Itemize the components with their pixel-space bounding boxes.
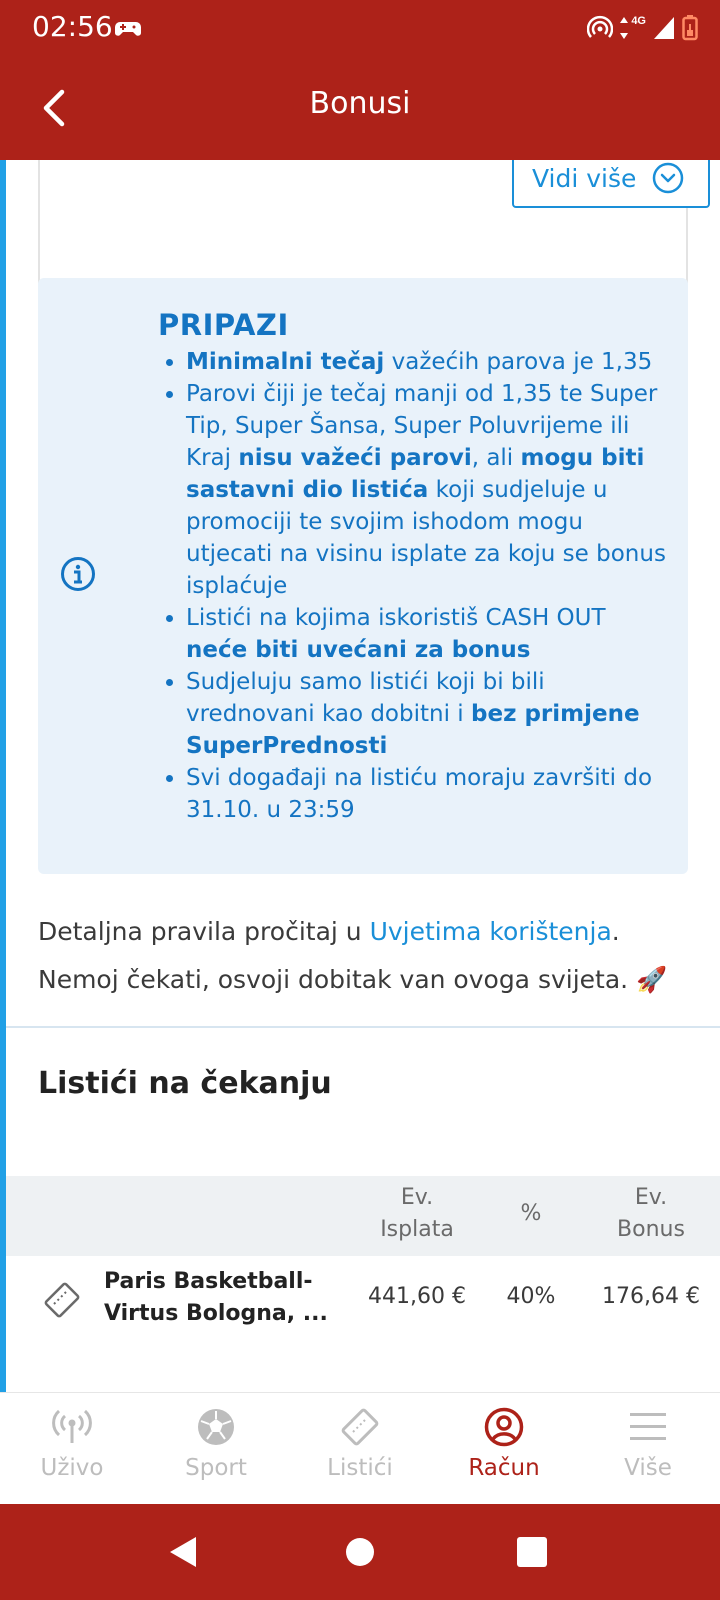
nav-item-listici[interactable] — [288, 1393, 432, 1505]
bonus-value: 176,64 € — [602, 1284, 700, 1309]
nav-label: Listići — [327, 1455, 393, 1481]
rule-item: Minimalni tečaj važećih parova je 1,35 — [158, 346, 670, 378]
app-bar — [0, 56, 720, 160]
soccer-ball-icon — [196, 1407, 236, 1447]
system-nav-bar — [0, 1504, 720, 1600]
column-header-percent: % — [520, 1201, 542, 1226]
column-header-payout: Ev. Isplata — [380, 1185, 454, 1242]
nav-label: Račun — [468, 1455, 540, 1481]
match-name: Paris Basketball- Virtus Bologna, ... — [104, 1269, 328, 1326]
info-title: PRIPAZI — [158, 308, 289, 342]
network-type: 4G — [631, 15, 646, 27]
info-icon — [60, 556, 96, 592]
system-home-icon[interactable] — [342, 1534, 378, 1570]
rules-list — [158, 346, 670, 826]
game-controller-icon — [114, 16, 142, 40]
nav-item-vise[interactable] — [576, 1393, 720, 1505]
rule-item: Sudjeluju samo listići koji bi bili vrednovani kao dobitni i bez primjene SuperPrednosti — [158, 666, 670, 762]
see-more-label: Vidi više — [532, 163, 637, 193]
see-more-button[interactable] — [512, 160, 710, 208]
page-title: Bonusi — [309, 86, 411, 121]
nav-item-sport[interactable] — [144, 1393, 288, 1505]
rule-item: Parovi čiji je tečaj manji od 1,35 te Super Tip, Super Šansa, Super Poluvrijeme ili Kraj nisu važeći parovi, ali mogu biti sastavni dio listića koji sudjeluje u promociji te svojim ishodom mogu utjecati na visinu isplate za koju se bonus isplaćuje — [158, 378, 670, 602]
percent-value: 40% — [506, 1284, 556, 1309]
nav-item-uzivo[interactable] — [0, 1393, 144, 1505]
status-bar — [0, 0, 720, 56]
rule-item: Svi događaji na listiću moraju završiti do 31.10. u 23:59 — [158, 762, 670, 826]
account-icon — [484, 1407, 524, 1447]
data-arrows-icon — [619, 15, 629, 41]
ticket-icon — [40, 1278, 84, 1322]
nav-label: Uživo — [40, 1455, 104, 1481]
system-back-icon[interactable] — [166, 1534, 202, 1570]
clock: 02:56 — [32, 10, 113, 43]
nav-label: Sport — [185, 1455, 247, 1481]
system-recents-icon[interactable] — [514, 1534, 550, 1570]
terms-link[interactable]: Uvjetima korištenja — [369, 917, 612, 946]
table-row[interactable] — [6, 1256, 720, 1346]
nav-label: Više — [624, 1455, 672, 1481]
rule-item: Listići na kojima iskoristiš CASH OUT neće biti uvećani za bonus — [158, 602, 670, 666]
live-broadcast-icon — [52, 1407, 92, 1447]
chevron-down-circle-icon — [652, 162, 684, 194]
scroll-content[interactable] — [0, 160, 720, 1392]
promo-slogan: Nemoj čekati, osvoji dobitak van ovoga svijeta. 🚀 — [38, 965, 668, 994]
section-divider — [6, 1026, 720, 1028]
battery-low-icon — [682, 15, 698, 41]
payout-value: 441,60 € — [368, 1284, 466, 1309]
warning-info-box — [38, 278, 688, 874]
hamburger-menu-icon — [628, 1407, 668, 1447]
column-header-bonus: Ev. Bonus — [617, 1185, 685, 1242]
nav-item-racun[interactable] — [432, 1393, 576, 1505]
rules-details-text: Detaljna pravila pročitaj u Uvjetima korištenja. Nemoj čekati, osvoji dobitak van ovoga svijeta. 🚀 — [38, 908, 698, 1004]
signal-icon — [652, 15, 676, 41]
bottom-nav — [0, 1392, 720, 1504]
pending-table-header — [6, 1176, 720, 1256]
pending-tickets-title: Listići na čekanju — [38, 1066, 332, 1101]
ticket-icon — [340, 1407, 380, 1447]
hotspot-icon — [587, 15, 613, 41]
